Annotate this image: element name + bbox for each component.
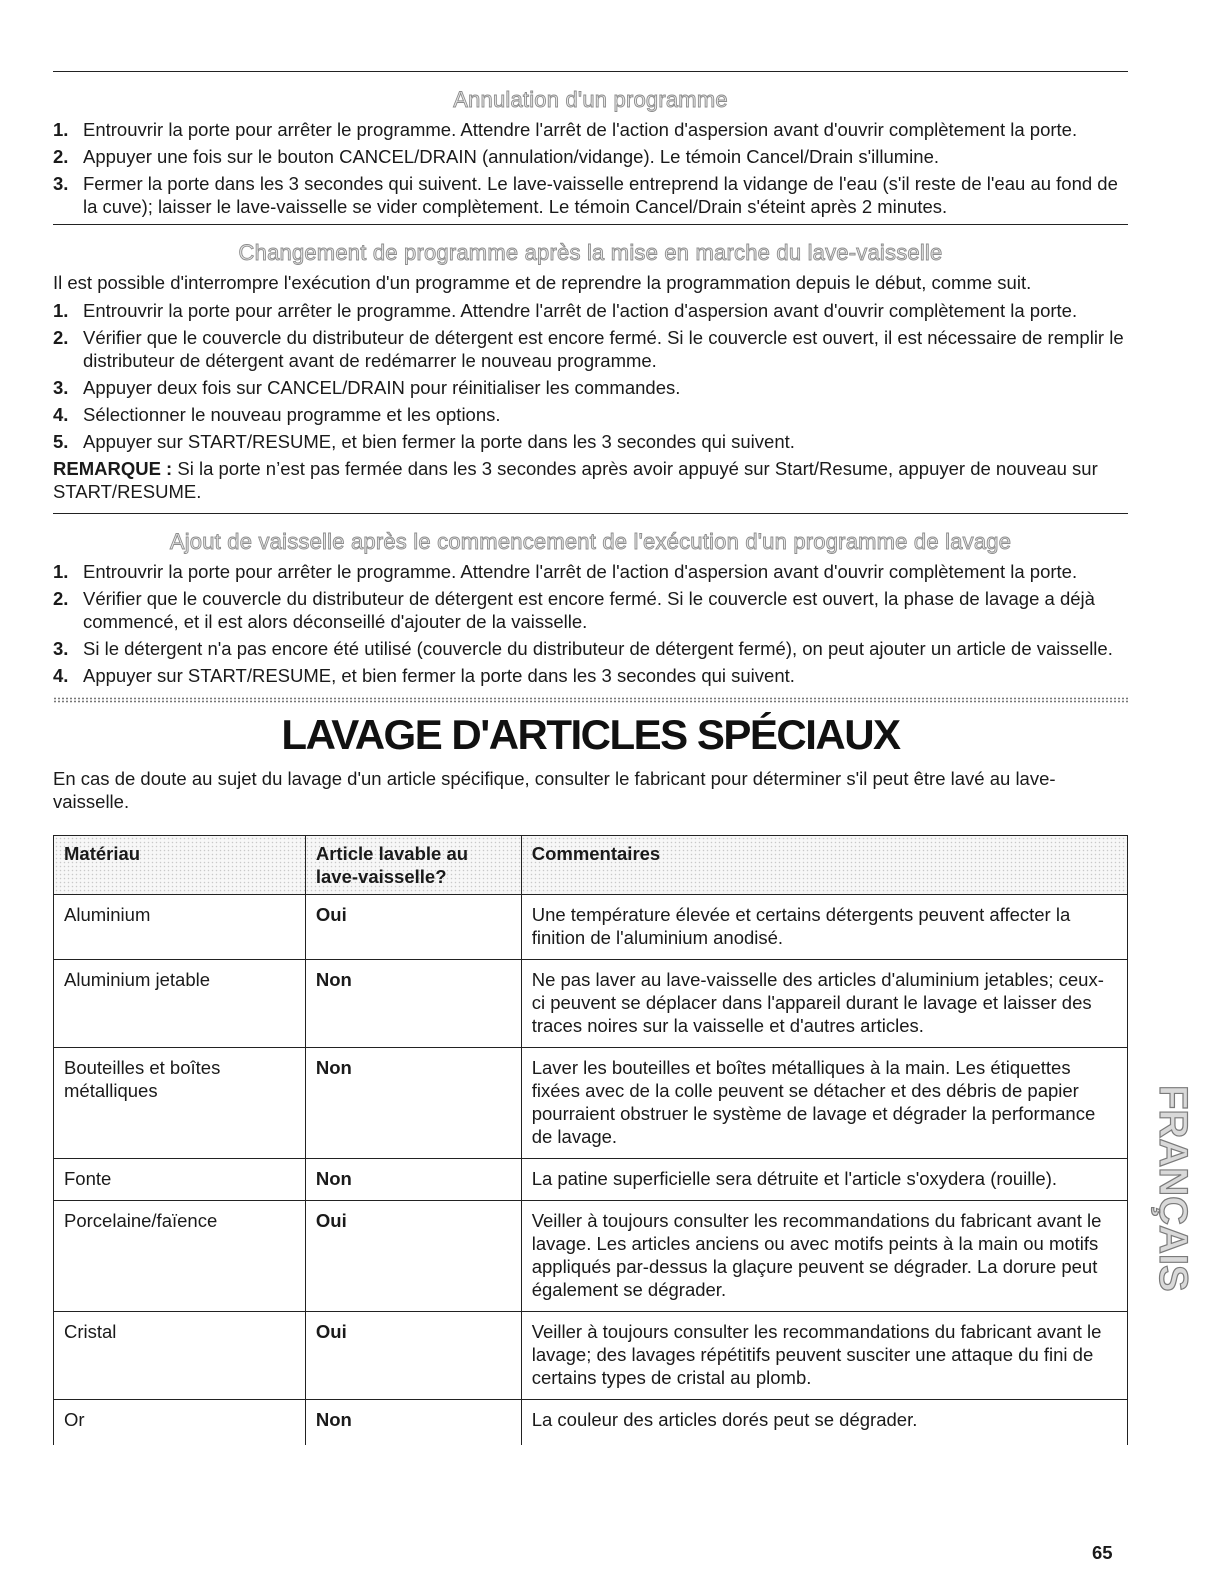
cell-washable: Oui: [305, 895, 521, 960]
section-rule: [53, 513, 1128, 514]
cell-material: Aluminium jetable: [54, 960, 306, 1048]
cell-washable: Non: [305, 960, 521, 1048]
header-material: Matériau: [54, 836, 306, 895]
table-row: [54, 1312, 1128, 1400]
table-row: [54, 1400, 1128, 1446]
cell-material: Cristal: [54, 1312, 306, 1400]
cell-comments: Veiller à toujours consulter les recommandations du fabricant avant le lavage. Les articles anciens ou avec motifs peints à la main ou motifs appliqués par-dessus la glaçure peuvent se dégrader. La dorure peut également se dégrader.: [521, 1201, 1127, 1312]
cell-comments: Une température élevée et certains détergents peuvent affecter la finition de l'aluminium anodisé.: [521, 895, 1127, 960]
special-items-table: [53, 835, 1128, 1445]
step-item: 2. Vérifier que le couvercle du distributeur de détergent est encore fermé. Si le couvercle est ouvert, il est nécessaire de remplir le distributeur de détergent avant de redémarrer le nouveau programme.: [53, 327, 1124, 371]
cell-material: Bouteilles et boîtes métalliques: [54, 1048, 306, 1159]
language-side-tab: FRANÇAIS: [1151, 1085, 1195, 1292]
cell-comments: Veiller à toujours consulter les recommandations du fabricant avant le lavage; des lavages répétitifs peuvent susciter une attaque du fini de certains types de cristal au plomb.: [521, 1312, 1127, 1400]
section-title-annulation: Annulation d'un programme: [453, 87, 728, 112]
section-rule: [53, 71, 1128, 72]
table-row: [54, 1159, 1128, 1201]
cell-washable: Non: [305, 1159, 521, 1201]
step-item: 2. Appuyer une fois sur le bouton CANCEL/DRAIN (annulation/vidange). Le témoin Cancel/Drain s'illumine.: [53, 146, 939, 167]
table-header-row: [54, 836, 1128, 895]
table-row: [54, 895, 1128, 960]
cell-material: Porcelaine/faïence: [54, 1201, 306, 1312]
header-comments: Commentaires: [521, 836, 1127, 895]
cell-comments: La patine superficielle sera détruite et l'article s'oxydera (rouille).: [521, 1159, 1127, 1201]
table-row: [54, 1048, 1128, 1159]
step-item: 1. Entrouvrir la porte pour arrêter le programme. Attendre l'arrêt de l'action d'aspersion avant d'ouvrir complètement la porte.: [53, 561, 1078, 582]
cell-material: Or: [54, 1400, 306, 1446]
cell-washable: Non: [305, 1400, 521, 1446]
main-title: LAVAGE D'ARTICLES SPÉCIAUX: [281, 711, 900, 758]
step-item: 1. Entrouvrir la porte pour arrêter le programme. Attendre l'arrêt de l'action d'aspersion avant d'ouvrir complètement la porte.: [53, 119, 1078, 140]
step-item: 3. Fermer la porte dans les 3 secondes qui suivent. Le lave-vaisselle entreprend la vidange de l'eau (s'il reste de l'eau au fond de la cuve); laisser le lave-vaisselle se vider complètement. Le témoin Cancel/Drain s'éteint après 2 minutes.: [53, 173, 1118, 217]
section-title-ajout: Ajout de vaisselle après le commencement de l'exécution d'un programme de lavage: [169, 529, 1012, 554]
page-number: 65: [1092, 1542, 1113, 1563]
cell-washable: Oui: [305, 1312, 521, 1400]
step-item: 3. Appuyer deux fois sur CANCEL/DRAIN pour réinitialiser les commandes.: [53, 377, 681, 398]
table-row: [54, 1201, 1128, 1312]
cell-comments: Laver les bouteilles et boîtes métalliques à la main. Les étiquettes fixées avec de la colle peuvent se détacher et des débris de papier pourraient obstruer le système de lavage et dégrader la performance de lavage.: [521, 1048, 1127, 1159]
cell-washable: Oui: [305, 1201, 521, 1312]
special-intro: En cas de doute au sujet du lavage d'un article spécifique, consulter le fabricant pour déterminer s'il peut être lavé au lave-vaisselle.: [53, 768, 1056, 812]
cell-material: Aluminium: [54, 895, 306, 960]
document-page: [53, 0, 1128, 1445]
step-item: 2. Vérifier que le couvercle du distributeur de détergent est encore fermé. Si le couvercle est ouvert, la phase de lavage a déjà commencé, et il est alors déconseillé d'ajouter de la vaisselle.: [53, 588, 1095, 632]
remark-label: REMARQUE :: [53, 458, 173, 479]
steps-list-ajout: [53, 560, 1128, 687]
step-item: 5. Appuyer sur START/RESUME, et bien fermer la porte dans les 3 secondes qui suivent.: [53, 431, 795, 452]
step-item: 3. Si le détergent n'a pas encore été utilisé (couvercle du distributeur de détergent fermé), on peut ajouter un article de vaisselle.: [53, 638, 1113, 659]
section-rule: [53, 224, 1128, 225]
table-row: [54, 960, 1128, 1048]
cell-washable: Non: [305, 1048, 521, 1159]
step-item: 4. Sélectionner le nouveau programme et les options.: [53, 404, 501, 425]
step-item: 1. Entrouvrir la porte pour arrêter le programme. Attendre l'arrêt de l'action d'aspersion avant d'ouvrir complètement la porte.: [53, 300, 1078, 321]
dotted-divider: [53, 697, 1128, 703]
step-item: 4. Appuyer sur START/RESUME, et bien fermer la porte dans les 3 secondes qui suivent.: [53, 665, 795, 686]
section-title-changement: Changement de programme après la mise en marche du lave-vaisselle: [238, 240, 943, 265]
cell-comments: La couleur des articles dorés peut se dégrader.: [521, 1400, 1127, 1446]
section-intro: Il est possible d'interrompre l'exécution d'un programme et de reprendre la programmation depuis le début, comme suit.: [53, 272, 1032, 293]
remark-text: Si la porte n’est pas fermée dans les 3 secondes après avoir appuyé sur Start/Resume, appuyer de nouveau sur START/RESUME.: [53, 458, 1098, 502]
remark-note: [53, 457, 1128, 503]
steps-list-annulation: [53, 118, 1128, 218]
cell-material: Fonte: [54, 1159, 306, 1201]
steps-list-changement: [53, 299, 1128, 453]
header-washable: Article lavable au lave-vaisselle?: [305, 836, 521, 895]
cell-comments: Ne pas laver au lave-vaisselle des articles d'aluminium jetables; ceux-ci peuvent se déplacer dans l'appareil durant le lavage et laisser des traces noires sur la vaisselle et d'autres articles.: [521, 960, 1127, 1048]
